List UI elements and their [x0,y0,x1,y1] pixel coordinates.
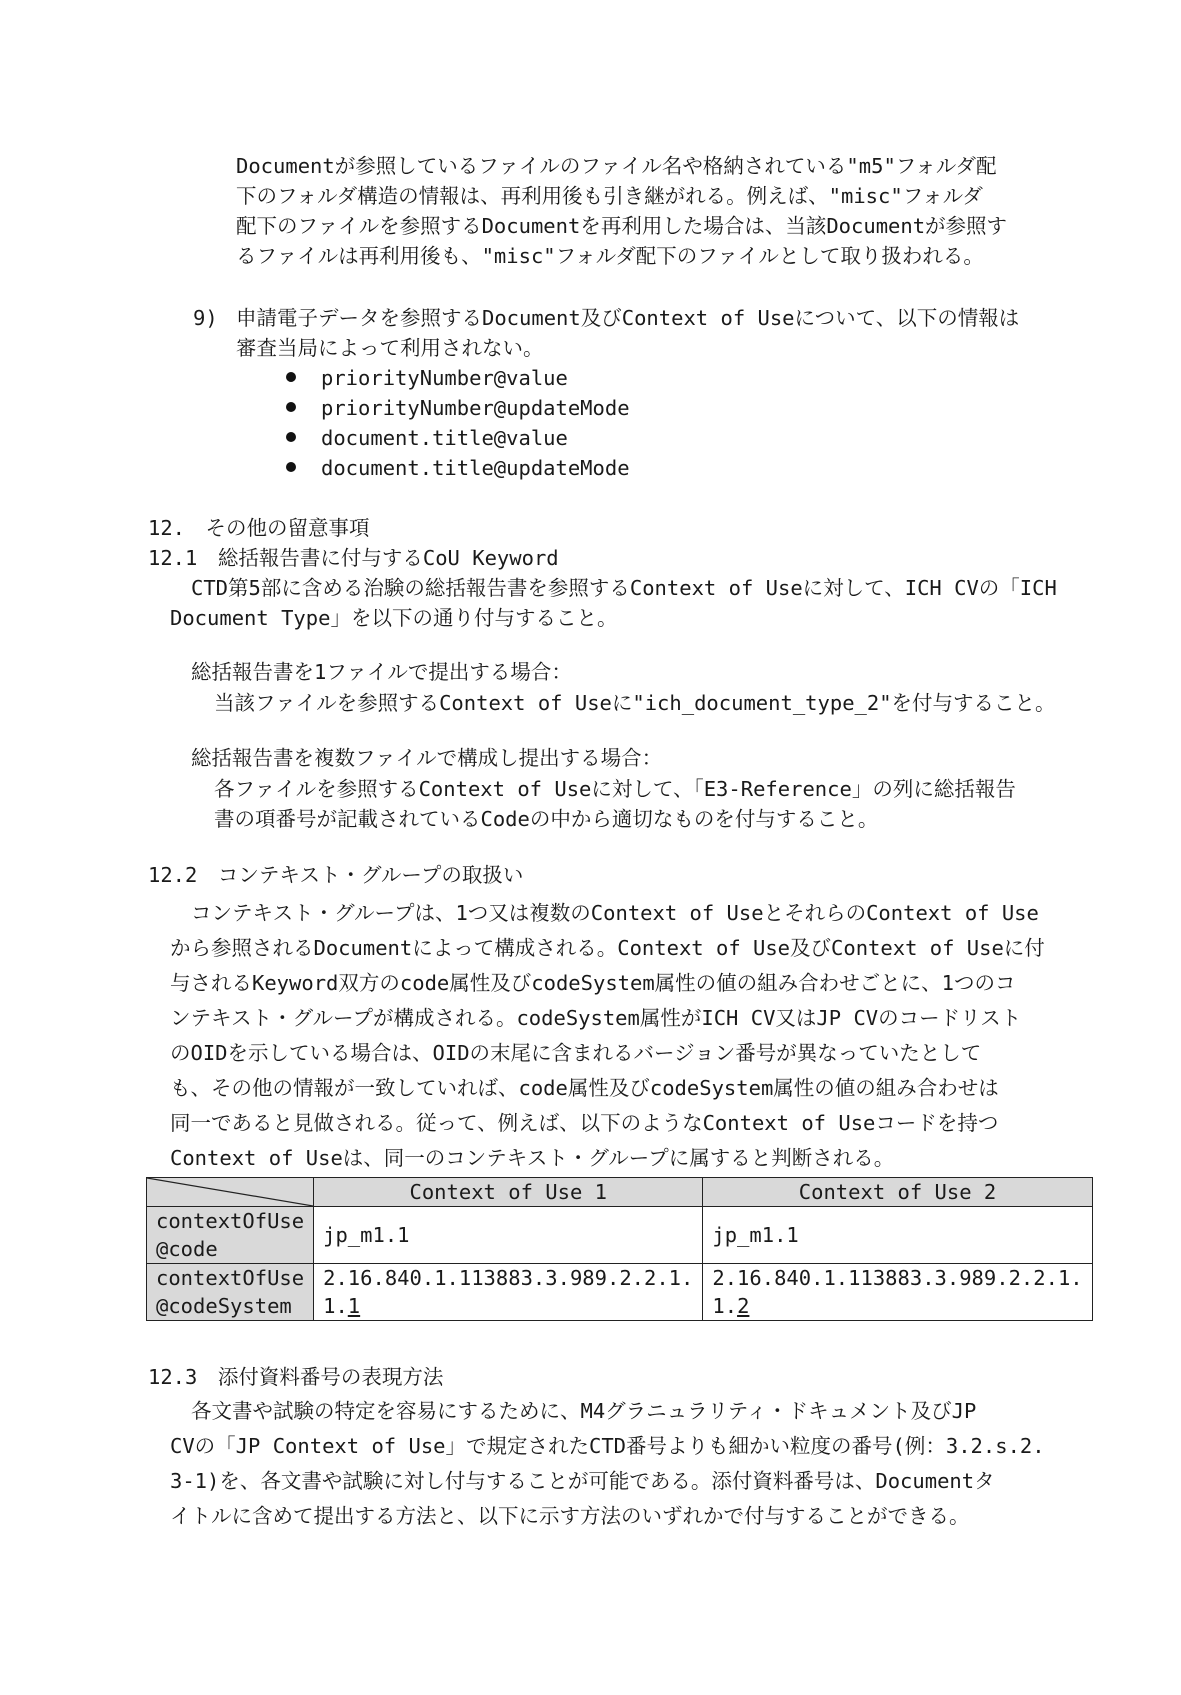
bullet-dot-icon [286,432,296,442]
oid-part: 1. [712,1294,738,1318]
section-12-3-heading: 12.3 添付資料番号の表現方法 [148,1365,444,1389]
row-header-code [147,1207,314,1264]
single-file-body: 当該ファイルを参照するContext of Useに"ich_document_type_2"を付与すること。 [214,691,1056,715]
section-12-3-para-line-3: 3-1)を、各文書や試験に対し付与することが可能である。添付資料番号は、Documentタ [170,1469,995,1493]
oid-part: 2.16.840.1.113883.3.989.2.2.1. [712,1266,1083,1290]
item9-line-1: 申請電子データを参照するDocument及びContext of Useについて、以下の情報は [236,306,1020,330]
oid-part: 1. [323,1294,348,1318]
item9-line-2: 審査当局によって利用されない。 [236,336,544,360]
multi-file-body-line-2: 書の項番号が記載されているCodeの中から適切なものを付与すること。 [214,807,879,831]
section-12-2-heading: 12.2 コンテキスト・グループの取扱い [148,863,524,887]
table-row [147,1207,1093,1264]
row-header-line: contextOfUse [156,1266,305,1290]
intro-line-2: 下のフォルダ構造の情報は、再利用後も引き継がれる。例えば、"misc"フォルダ [236,184,983,208]
multi-file-title: 総括報告書を複数ファイルで構成し提出する場合： [191,746,663,770]
bullet-item-1: priorityNumber@value [321,366,568,390]
section-12-1-para-line-2: Document Type」を以下の通り付与すること。 [170,606,618,630]
table-cell: jp_m1.1 [314,1207,703,1264]
section-12-3-para-line-1: 各文書や試験の特定を容易にするために、M4グラニュラリティ・ドキュメント及びJP [191,1399,977,1423]
section-12-2-para-line-7: 同一であると見做される。従って、例えば、以下のようなContext of Useコードを持つ [170,1111,999,1135]
bullet-item-2: priorityNumber@updateMode [321,396,630,420]
column-header-cou2: Context of Use 2 [703,1178,1092,1207]
section-12-3-para-line-2: CVの「JP Context of Use」で規定されたCTD番号よりも細かい粒度の番号(例：3.2.s.2. [170,1434,1045,1458]
multi-file-body-line-1: 各ファイルを参照するContext of Useに対して、「E3-Reference」の列に総括報告 [214,777,1016,801]
context-of-use-table [146,1177,1093,1321]
oid-version: 1 [347,1294,361,1318]
table-corner-cell [147,1178,314,1207]
section-12-2-para-line-4: ンテキスト・グループが構成される。codeSystem属性がICH CV又はJP CVのコードリスト [170,1006,1022,1030]
intro-line-4: るファイルは再利用後も、"misc"フォルダ配下のファイルとして取り扱われる。 [236,244,984,268]
table-row [147,1264,1093,1321]
section-12-1-para-line-1: CTD第5部に含める治験の総括報告書を参照するContext of Useに対して、ICH CVの「ICH [191,576,1057,600]
section-12-2-para-line-8: Context of Useは、同一のコンテキスト・グループに属すると判断される。 [170,1146,895,1170]
bullet-item-3: document.title@value [321,426,568,450]
section-12-2-para-line-6: も、その他の情報が一致していれば、code属性及びcodeSystem属性の値の組み合わせは [170,1076,999,1100]
section-12-heading: 12. その他の留意事項 [148,516,370,540]
oid-part: 2.16.840.1.113883.3.989.2.2.1. [323,1266,694,1290]
diagonal-line-icon [147,1178,313,1206]
bullet-dot-icon [286,462,296,472]
oid-version: 2 [737,1294,750,1318]
table-cell [314,1264,703,1321]
table-header-row [147,1178,1093,1207]
bullet-item-4: document.title@updateMode [321,456,630,480]
section-12-2-para-line-3: 与されるKeyword双方のcode属性及びcodeSystem属性の値の組み合わせごとに、1つのコ [170,971,1016,995]
section-12-1-heading: 12.1 総括報告書に付与するCoU Keyword [148,546,559,570]
section-12-3-para-line-4: イトルに含めて提出する方法と、以下に示す方法のいずれかで付与することができる。 [170,1504,970,1528]
row-header-line: @codeSystem [156,1294,292,1318]
row-header-line: @code [156,1237,218,1261]
bullet-dot-icon [286,372,296,382]
bullet-dot-icon [286,402,296,412]
table-cell: jp_m1.1 [703,1207,1092,1264]
intro-line-1: Documentが参照しているファイルのファイル名や格納されている"m5"フォルダ配 [236,154,997,178]
row-header-codesystem [147,1264,314,1321]
table-cell [703,1264,1092,1321]
section-12-2-para-line-5: のOIDを示している場合は、OIDの末尾に含まれるバージョン番号が異なっていたとして [170,1041,982,1065]
section-12-2-para-line-1: コンテキスト・グループは、1つ又は複数のContext of UseとそれらのContext of Use [191,901,1039,925]
single-file-title: 総括報告書を1ファイルで提出する場合： [191,660,572,684]
row-header-line: contextOfUse [156,1209,305,1233]
column-header-cou1: Context of Use 1 [314,1178,703,1207]
section-12-2-para-line-2: から参照されるDocumentによって構成される。Context of Use及びContext of Useに付 [170,936,1045,960]
item9-number: 9) [193,306,218,330]
intro-line-3: 配下のファイルを参照するDocumentを再利用した場合は、当該Documentが参照す [236,214,1008,238]
